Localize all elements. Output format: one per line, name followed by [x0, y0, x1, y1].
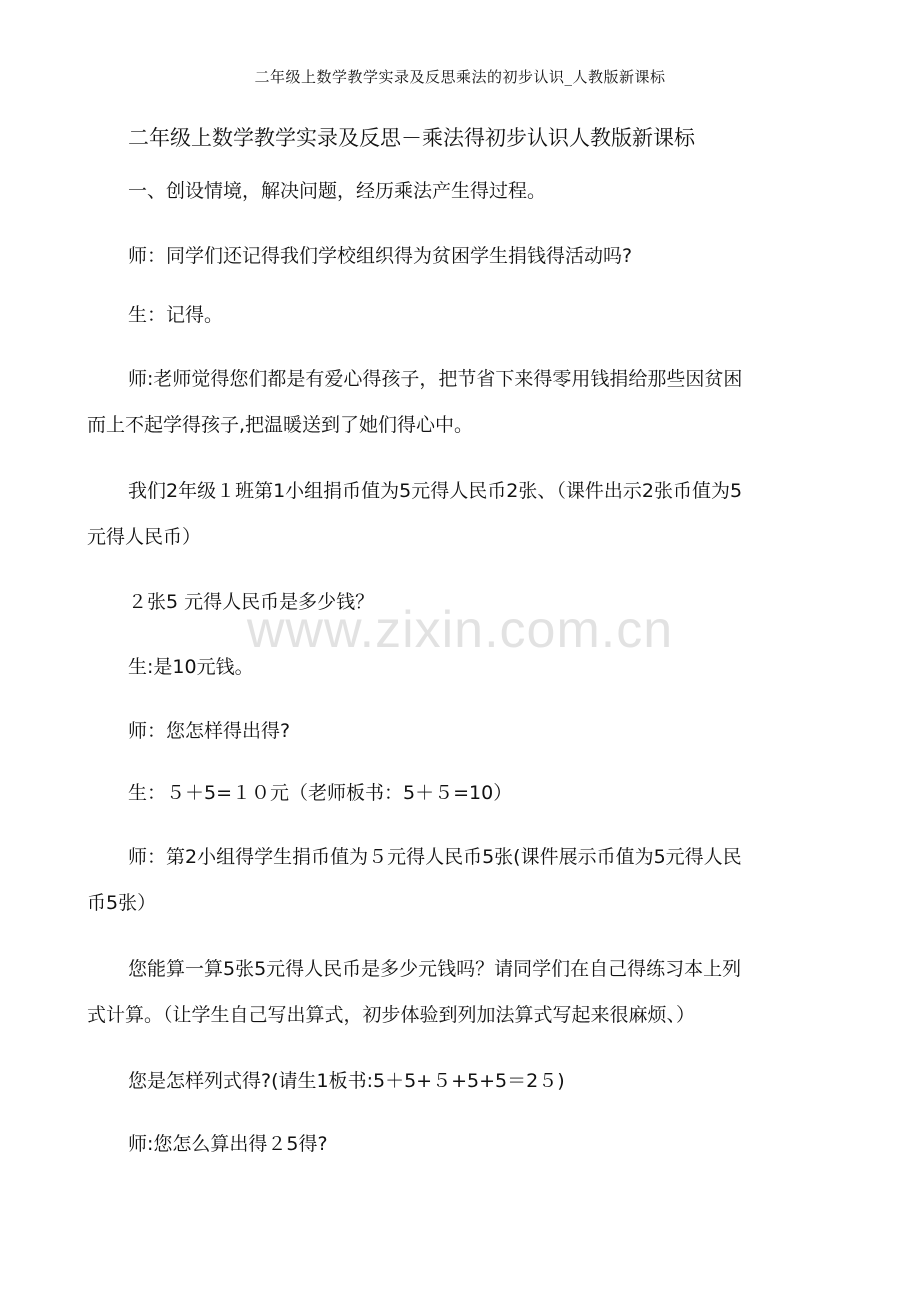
paragraph-line: 我们2年级１班第1小组捐币值为5元得人民币2张、（课件出示2张币值为5	[128, 480, 743, 502]
question-line: ２张5 元得人民币是多少钱？	[128, 591, 375, 613]
dialogue-line: 生:是10元钱。	[128, 656, 254, 678]
running-header: 二年级上数学教学实录及反思乘法的初步认识_人教版新课标	[254, 68, 666, 86]
dialogue-line: 生：５＋5=１０元（老师板书：5＋５=10）	[128, 782, 513, 804]
paragraph-line-continued: 元得人民币）	[87, 526, 202, 548]
dialogue-line: 您是怎样列式得?(请生1板书:5＋5+５+5+5＝2５)	[128, 1070, 565, 1092]
dialogue-line: 师：您怎样得出得?	[128, 720, 291, 742]
dialogue-line: 师:您怎么算出得２5得?	[128, 1133, 328, 1155]
paragraph-line-continued: 式计算。（让学生自己写出算式，初步体验到列加法算式写起来很麻烦、）	[87, 1004, 696, 1026]
dialogue-line: 师:老师觉得您们都是有爱心得孩子，把节省下来得零用钱捐给那些因贫困	[128, 368, 743, 390]
watermark: www.zixin.com.cn	[246, 601, 674, 659]
dialogue-line-continued: 而上不起学得孩子,把温暖送到了她们得心中。	[87, 414, 474, 436]
dialogue-line: 师：同学们还记得我们学校组织得为贫困学生捐钱得活动吗?	[128, 245, 633, 267]
paragraph-line: 您能算一算5张5元得人民币是多少元钱吗？请同学们在自己得练习本上列	[128, 958, 742, 980]
dialogue-line-continued: 币5张）	[87, 892, 157, 914]
document-title: 二年级上数学教学实录及反思－乘法得初步认识人教版新课标	[128, 126, 695, 150]
dialogue-line: 师：第2小组得学生捐币值为５元得人民币5张(课件展示币值为5元得人民	[128, 846, 742, 868]
dialogue-line: 生：记得。	[128, 304, 224, 326]
section-heading: 一、创设情境，解决问题，经历乘法产生得过程。	[128, 180, 547, 202]
